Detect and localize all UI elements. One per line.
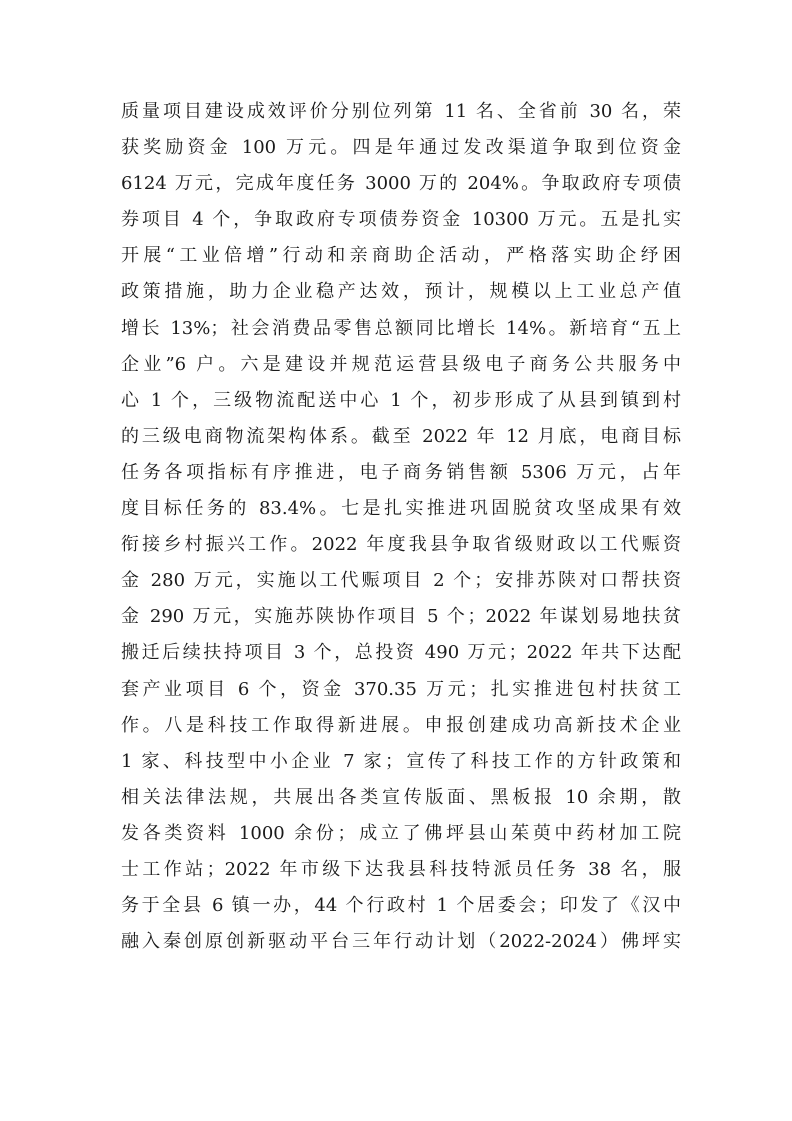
text-line: 融入秦创原创新驱动平台三年行动计划（2022-2024）佛坪实 — [121, 931, 681, 953]
text-line: 1 家、科技型中小企业 7 家；宣传了科技工作的方针政策和 — [121, 750, 681, 772]
text-line: 开展“工业倍增”行动和亲商助企活动，严格落实助企纾困 — [121, 245, 681, 267]
text-line: 搬迁后续扶持项目 3 个，总投资 490 万元；2022 年共下达配 — [121, 642, 681, 664]
text-line: 企业”6 户。六是建设并规范运营县级电子商务公共服务中 — [121, 353, 681, 375]
text-line: 套产业项目 6 个，资金 370.35 万元；扎实推进包村扶贫工 — [121, 678, 681, 700]
text-line: 质量项目建设成效评价分别位列第 11 名、全省前 30 名，荣 — [121, 101, 681, 122]
text-line: 政策措施，助力企业稳产达效，预计，规模以上工业总产值 — [121, 281, 681, 303]
text-line: 6124 万元，完成年度任务 3000 万的 204%。争取政府专项债 — [121, 173, 681, 195]
body-paragraph — [121, 94, 681, 960]
text-line: 券项目 4 个，争取政府专项债券资金 10300 万元。五是扎实 — [121, 209, 681, 231]
text-line: 获奖励资金 100 万元。四是年通过发改渠道争取到位资金 — [121, 137, 681, 159]
text-line: 务于全县 6 镇一办，44 个行政村 1 个居委会；印发了《汉中 — [121, 895, 681, 917]
text-line: 金 280 万元，实施以工代赈项目 2 个；安排苏陕对口帮扶资 — [121, 570, 681, 592]
text-line: 发各类资料 1000 余份；成立了佛坪县山茱萸中药材加工院 — [121, 822, 681, 844]
text-line: 衔接乡村振兴工作。2022 年度我县争取省级财政以工代赈资 — [121, 534, 681, 556]
text-line: 心 1 个，三级物流配送中心 1 个，初步形成了从县到镇到村 — [121, 389, 681, 411]
text-line: 作。八是科技工作取得新进展。申报创建成功高新技术企业 — [121, 714, 681, 736]
text-line: 增长 13%；社会消费品零售总额同比增长 14%。新培育“五上 — [121, 317, 681, 339]
text-line: 的三级电商物流架构体系。截至 2022 年 12 月底，电商目标 — [121, 425, 681, 447]
text-line: 士工作站；2022 年市级下达我县科技特派员任务 38 名，服 — [121, 858, 681, 880]
text-line: 相关法律法规，共展出各类宣传版面、黑板报 10 余期，散 — [121, 786, 681, 808]
text-line: 任务各项指标有序推进，电子商务销售额 5306 万元，占年 — [121, 461, 681, 483]
text-line: 度目标任务的 83.4%。七是扎实推进巩固脱贫攻坚成果有效 — [121, 498, 681, 520]
text-line: 金 290 万元，实施苏陕协作项目 5 个；2022 年谋划易地扶贫 — [121, 606, 681, 628]
